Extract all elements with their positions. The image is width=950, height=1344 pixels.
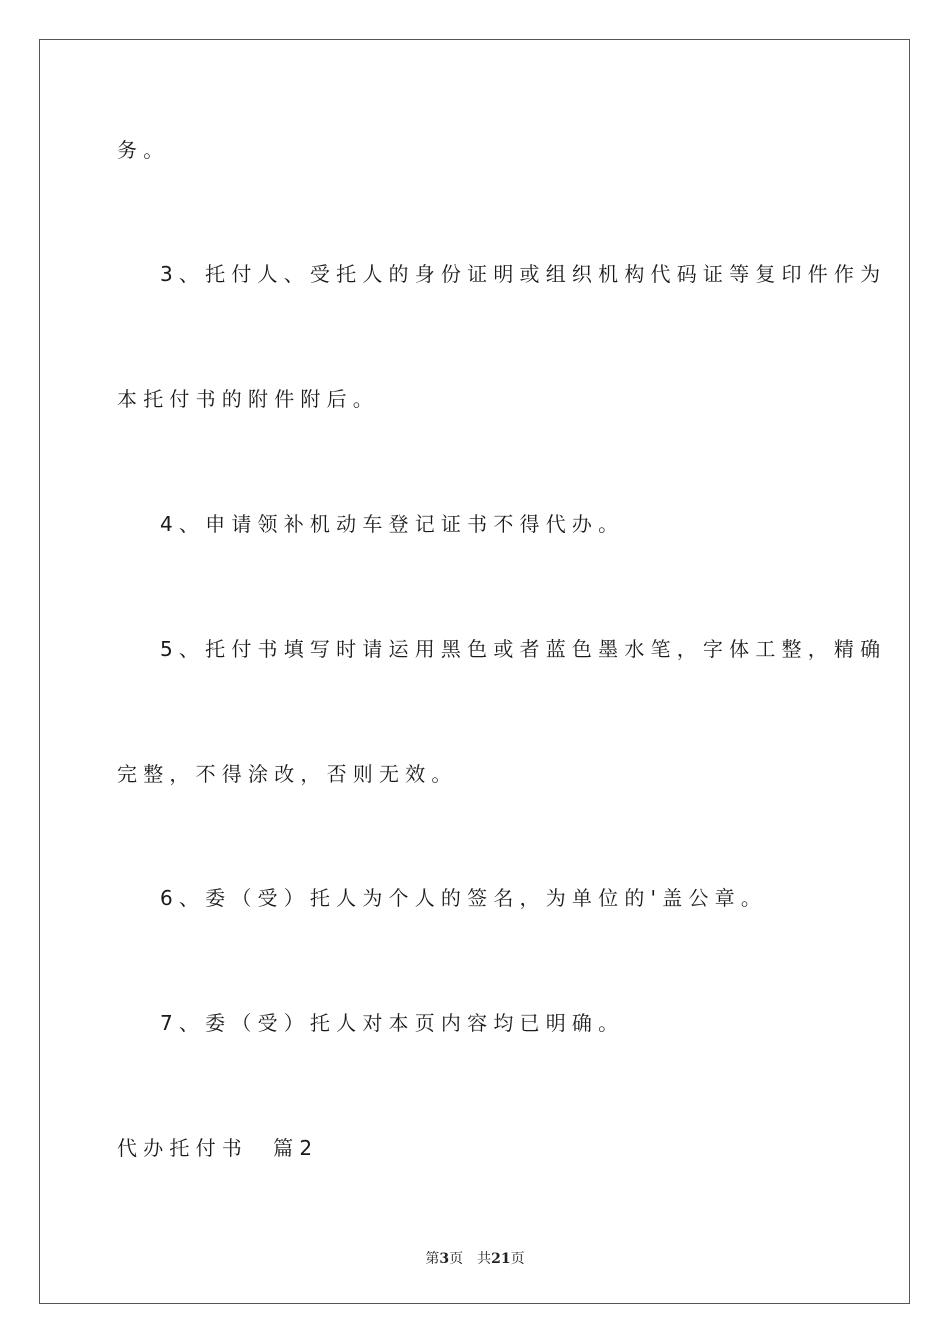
text-line-item-7: 7、委（受）托人对本页内容均已明确。 [160, 1011, 625, 1035]
page-frame [39, 39, 910, 1304]
text-line-item-3: 3、托付人、受托人的身份证明或组织机构代码证等复印件作为 [160, 262, 887, 286]
footer-page-prefix: 第 [425, 1251, 440, 1267]
text-line-continuation: 务。 [117, 138, 170, 162]
page-footer [0, 1248, 950, 1268]
text-line-item-5-cont: 完整，不得涂改，否则无效。 [117, 762, 458, 786]
footer-total-prefix: 共 [477, 1251, 492, 1267]
footer-page-number: 3 [439, 1251, 450, 1267]
text-line-item-6: 6、委（受）托人为个人的签名，为单位的'盖公章。 [160, 886, 768, 910]
footer-page-suffix: 页 [449, 1251, 464, 1267]
section-heading: 代办托付书 篇2 [117, 1136, 319, 1160]
text-line-item-5: 5、托付书填写时请运用黑色或者蓝色墨水笔，字体工整，精确 [160, 637, 887, 661]
footer-total-number: 21 [491, 1251, 511, 1267]
footer-total-suffix: 页 [510, 1251, 525, 1267]
text-line-item-4: 4、申请领补机动车登记证书不得代办。 [160, 512, 625, 536]
text-line-item-3-cont: 本托付书的附件附后。 [117, 387, 379, 411]
